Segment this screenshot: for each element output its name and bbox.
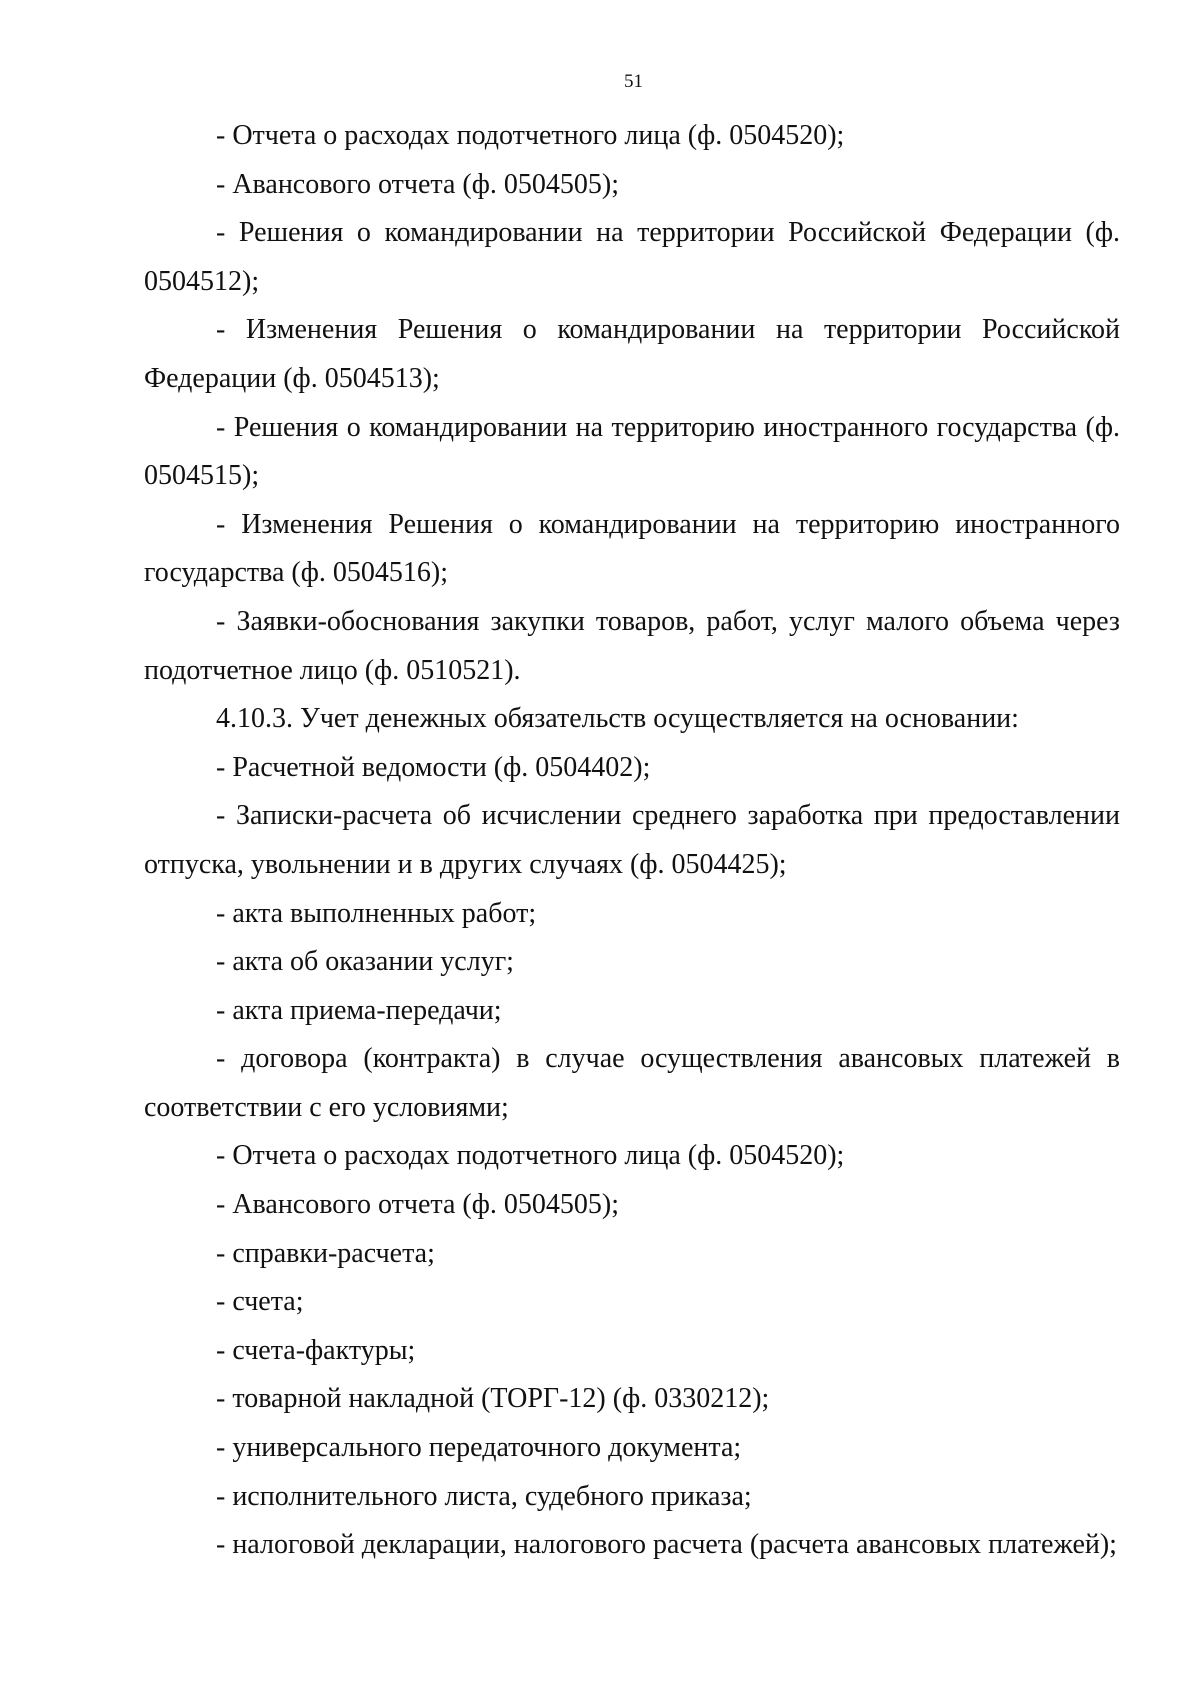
paragraph: - акта приема-передачи; bbox=[216, 994, 502, 1026]
paragraph: - счета-фактуры; bbox=[216, 1334, 416, 1366]
document-body bbox=[144, 112, 1120, 1570]
paragraph: - Авансового отчета (ф. 0504505); bbox=[216, 168, 620, 200]
paragraph: - акта об оказании услуг; bbox=[216, 946, 514, 978]
paragraph: - исполнительного листа, судебного приказа; bbox=[216, 1480, 752, 1512]
paragraph: - Отчета о расходах подотчетного лица (ф. 0504520); bbox=[216, 120, 845, 151]
paragraph: - акта выполненных работ; bbox=[216, 897, 537, 929]
paragraph: - Изменения Решения о командировании на территории Российской Федерации (ф. 0504513); bbox=[144, 314, 1120, 394]
section-heading: 4.10.3. Учет денежных обязательств осуществляется на основании: bbox=[216, 703, 1019, 735]
paragraph: - Отчета о расходах подотчетного лица (ф. 0504520); bbox=[216, 1140, 845, 1172]
paragraph: - Заявки-обоснования закупки товаров, работ, услуг малого объема через подотчетное лицо (ф. 0510521). bbox=[144, 605, 1120, 686]
paragraph: - договора (контракта) в случае осуществления авансовых платежей в соответствии с его условиями; bbox=[144, 1043, 1120, 1123]
paragraph: - Расчетной ведомости (ф. 0504402); bbox=[216, 751, 651, 783]
paragraph: - товарной накладной (ТОРГ-12) (ф. 0330212); bbox=[216, 1383, 770, 1415]
paragraph: - Изменения Решения о командировании на территорию иностранного государства (ф. 0504516); bbox=[144, 508, 1120, 589]
paragraph: - налоговой декларации, налогового расчета (расчета авансовых платежей); bbox=[216, 1529, 1117, 1561]
paragraph: - Авансового отчета (ф. 0504505); bbox=[216, 1189, 620, 1221]
paragraph: - Решения о командировании на территорию иностранного государства (ф. 0504515); bbox=[144, 411, 1120, 492]
paragraph: - Решения о командировании на территории Российской Федерации (ф. 0504512); bbox=[144, 217, 1120, 297]
paragraph: - универсального передаточного документа; bbox=[216, 1432, 742, 1464]
paragraph: - Записки-расчета об исчислении среднего заработка при предоставлении отпуска, увольнении и в других случаях (ф. 0504425); bbox=[144, 800, 1120, 880]
paragraph: - справки-расчета; bbox=[216, 1237, 435, 1269]
page-number: 51 bbox=[624, 71, 643, 92]
paragraph: - счета; bbox=[216, 1286, 304, 1318]
